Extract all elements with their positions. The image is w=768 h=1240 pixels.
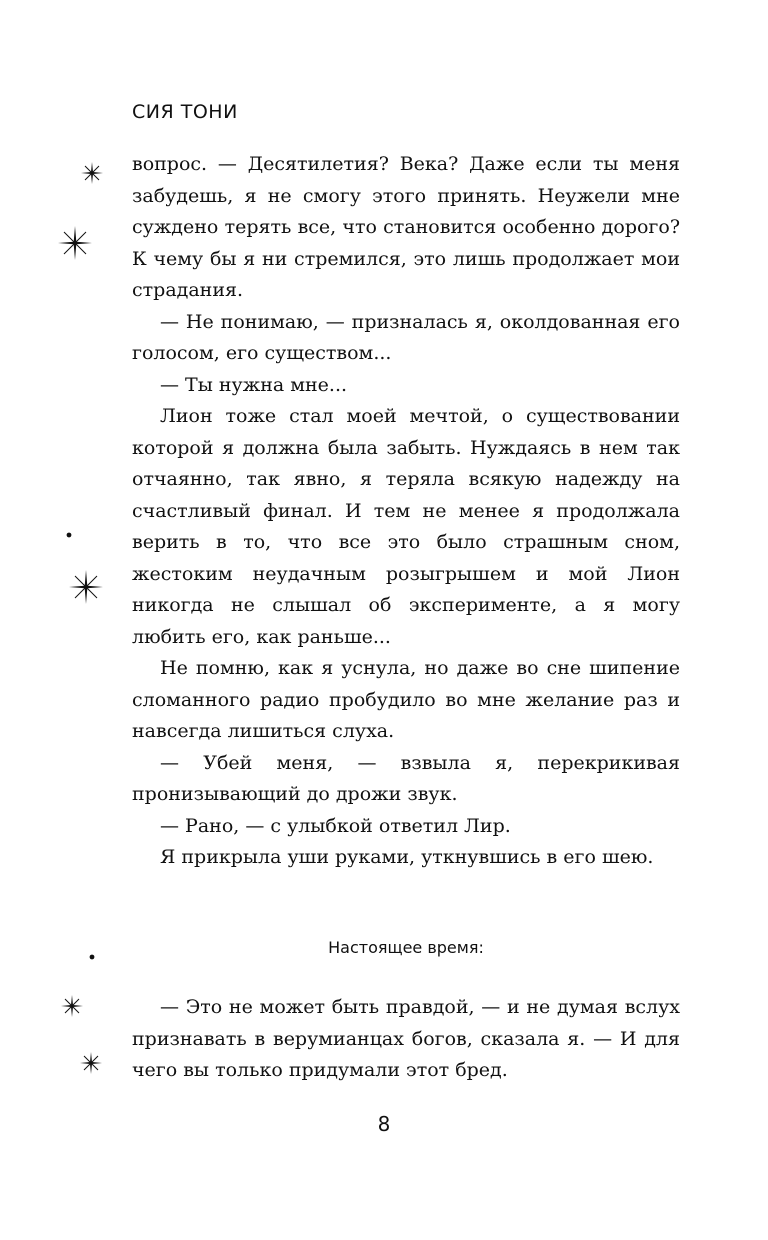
section-heading: Настоящее время: — [328, 938, 484, 957]
sparkle-star-icon — [80, 1052, 102, 1074]
lower-text-block — [132, 992, 680, 1087]
paragraph-4: Лион тоже стал моей мечтой, о существовании которой я должна была забыть. Нуждаясь в нем так отчаянно, так явно, я теряла всякую надежду на счастливый финал. И тем не менее я продолжала верить в то, что все это было страшным сном, жестоким неудачным розыгрышем и мой Лион никогда не слышал об эксперименте, а я могу любить его, как раньше... — [132, 405, 680, 648]
sparkle-star-icon — [58, 226, 92, 260]
page-number: 8 — [377, 1112, 391, 1136]
sparkle-star-icon — [61, 995, 83, 1017]
sparkle-star-icon — [81, 162, 103, 184]
sparkle-star-icon — [69, 570, 103, 604]
paragraph-7: — Рано, — с улыбкой ответил Лир. — [160, 814, 511, 837]
paragraph-6: — Убей меня, — взвыла я, перекрикивая пронизывающий до дрожи звук. — [132, 751, 680, 805]
dot-star-icon — [66, 532, 72, 538]
paragraph-3: — Ты нужна мне... — [160, 373, 348, 396]
paragraph-8: Я прикрыла уши руками, уткнувшись в его шею. — [160, 846, 654, 868]
paragraph-2: — Не понимаю, — призналась я, околдованная его голосом, его существом... — [132, 310, 680, 364]
running-header-author: СИЯ ТОНИ — [132, 101, 238, 123]
dot-star-icon — [89, 954, 95, 960]
upper-text-block — [132, 149, 680, 874]
paragraph-5: Не помню, как я уснула, но даже во сне шипение сломанного радио пробудило во мне желание раз и навсегда лишиться слуха. — [132, 657, 680, 742]
paragraph-9: — Это не может быть правдой, — и не думая вслух признавать в верумианцах богов, сказала я. — И для чего вы только придумали этот бред. — [132, 996, 680, 1081]
paragraph-1: вопрос. — Десятилетия? Века? Даже если ты меня забудешь, я не смогу этого принять. Неужели мне суждено терять все, что становится особенно дорого? К чему бы я ни стремился, это лишь продолжает мои страдания. — [132, 153, 680, 301]
